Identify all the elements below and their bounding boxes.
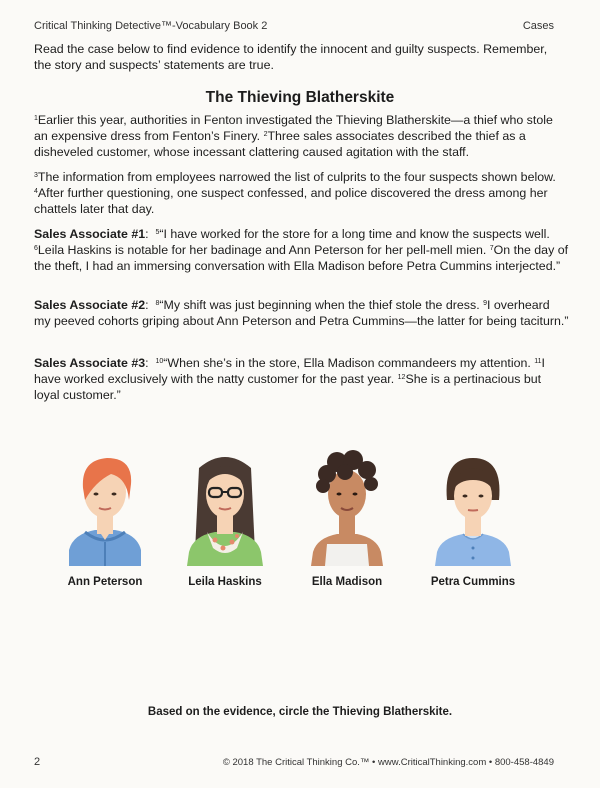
sentence-number: 7	[489, 245, 494, 252]
suspect-name: Leila Haskins	[188, 576, 262, 588]
suspect-ann-peterson[interactable]	[45, 448, 165, 588]
ella-madison-portrait	[297, 448, 397, 566]
sentence-number: 5	[155, 229, 160, 236]
sales-associate-3-statement: Sales Associate #3: $^{10}$“When she’s in the store, Ella Madison commandeers my attention. $^{11}$I have worked exclusively with the natty customer for the past year. $^{12}$She is a pertinacious but loyal customer.”	[34, 356, 545, 402]
copyright-notice: © 2018 The Critical Thinking Co.™ • www.CriticalThinking.com • 800-458-4849	[222, 757, 554, 768]
sentence-number: 3	[34, 172, 38, 179]
sentence-number: 9	[483, 300, 487, 307]
suspect-leila-haskins[interactable]	[165, 448, 285, 588]
associate-label: Sales Associate #1	[34, 227, 146, 241]
sales-associate-1-statement: Sales Associate #1: $^5$“I have worked for the store for a long time and know the suspects well. $^6$Leila Haskins is notable for her badinage and Ann Peterson for her pell-mell mien. $^7$On the day of the theft, I had an immersing conversation with Ella Madison before Petra Cummins interjected.”	[34, 227, 569, 273]
case-title: The Thieving Blatherskite	[205, 89, 395, 106]
sentence-text: Three sales associates described the thief as a disheveled customer, whose incessant clattering caused agitation with the staff.	[34, 129, 526, 159]
petra-cummins-portrait	[423, 448, 523, 566]
paragraph-1	[34, 112, 569, 160]
suspect-ella-madison[interactable]	[287, 448, 407, 588]
ann-peterson-portrait	[55, 448, 155, 566]
sentence-text: Earlier this year, authorities in Fenton investigated the Thieving Blatherskite—a thief who stole an expensive dress from Fenton’s Finery.	[34, 113, 553, 143]
sentence-text: I overheard my peeved cohorts griping about Ann Peterson and Petra Cummins—the latter for being taciturn.”	[34, 298, 569, 328]
suspect-name: Ella Madison	[311, 576, 383, 588]
sentence-number: 11	[534, 358, 542, 365]
sentence-text: “When she’s in the store, Ella Madison commandeers my attention.	[163, 356, 535, 370]
sentence-text: Leila Haskins is notable for her badinage and Ann Peterson for her pell-mell mien.	[37, 243, 490, 257]
sentence-text: The information from employees narrowed the list of culprits to the four suspects shown below.	[37, 170, 556, 184]
book-title: Critical Thinking Detective™-Vocabulary Book 2	[34, 20, 268, 32]
paragraph-2	[34, 169, 569, 217]
suspect-name: Petra Cummins	[430, 576, 516, 588]
sentence-number: 1	[34, 115, 38, 122]
page-header	[34, 20, 554, 32]
sales-associate-2-statement: Sales Associate #2: $^8$“My shift was just beginning when the thief stole the dress. $^9$I overheard my peeved cohorts griping about Ann Peterson and Petra Cummins—the latter for being taciturn.”	[34, 298, 569, 328]
section-label: Cases	[522, 20, 554, 32]
sentence-text: I have worked exclusively with the natty customer for the past year.	[34, 356, 545, 386]
sentence-number: 10	[155, 358, 164, 365]
sentence-number: 12	[397, 374, 406, 381]
sentence-text: “My shift was just beginning when the thief stole the dress.	[159, 298, 484, 312]
associate-label: Sales Associate #3	[34, 356, 146, 370]
sentence-number: 6	[34, 245, 38, 252]
suspect-petra-cummins[interactable]	[413, 448, 533, 588]
final-instruction: Based on the evidence, circle the Thieving Blatherskite.	[147, 706, 453, 718]
suspect-lineup	[45, 448, 565, 598]
sentence-number: 2	[263, 131, 268, 138]
sentence-text: On the day of the theft, I had an immersing conversation with Ella Madison before Petra Cummins interjected.”	[34, 243, 569, 273]
suspect-name: Ann Peterson	[67, 576, 143, 588]
sentence-number: 8	[155, 300, 160, 307]
sentence-number: 4	[34, 188, 38, 195]
instructions-intro: Read the case below to find evidence to identify the innocent and guilty suspects. Remember, the story and suspects’ statements are true.	[34, 42, 548, 72]
page-number: 2	[34, 756, 41, 768]
sentence-text: She is a pertinacious but loyal customer.”	[34, 372, 542, 402]
leila-haskins-portrait	[175, 448, 275, 566]
sentence-text: After further questioning, one suspect confessed, and police discovered the dress among her chattels later that day.	[34, 186, 548, 216]
sentence-text: “I have worked for the store for a long time and know the suspects well.	[159, 227, 550, 241]
associate-label: Sales Associate #2	[34, 298, 146, 312]
